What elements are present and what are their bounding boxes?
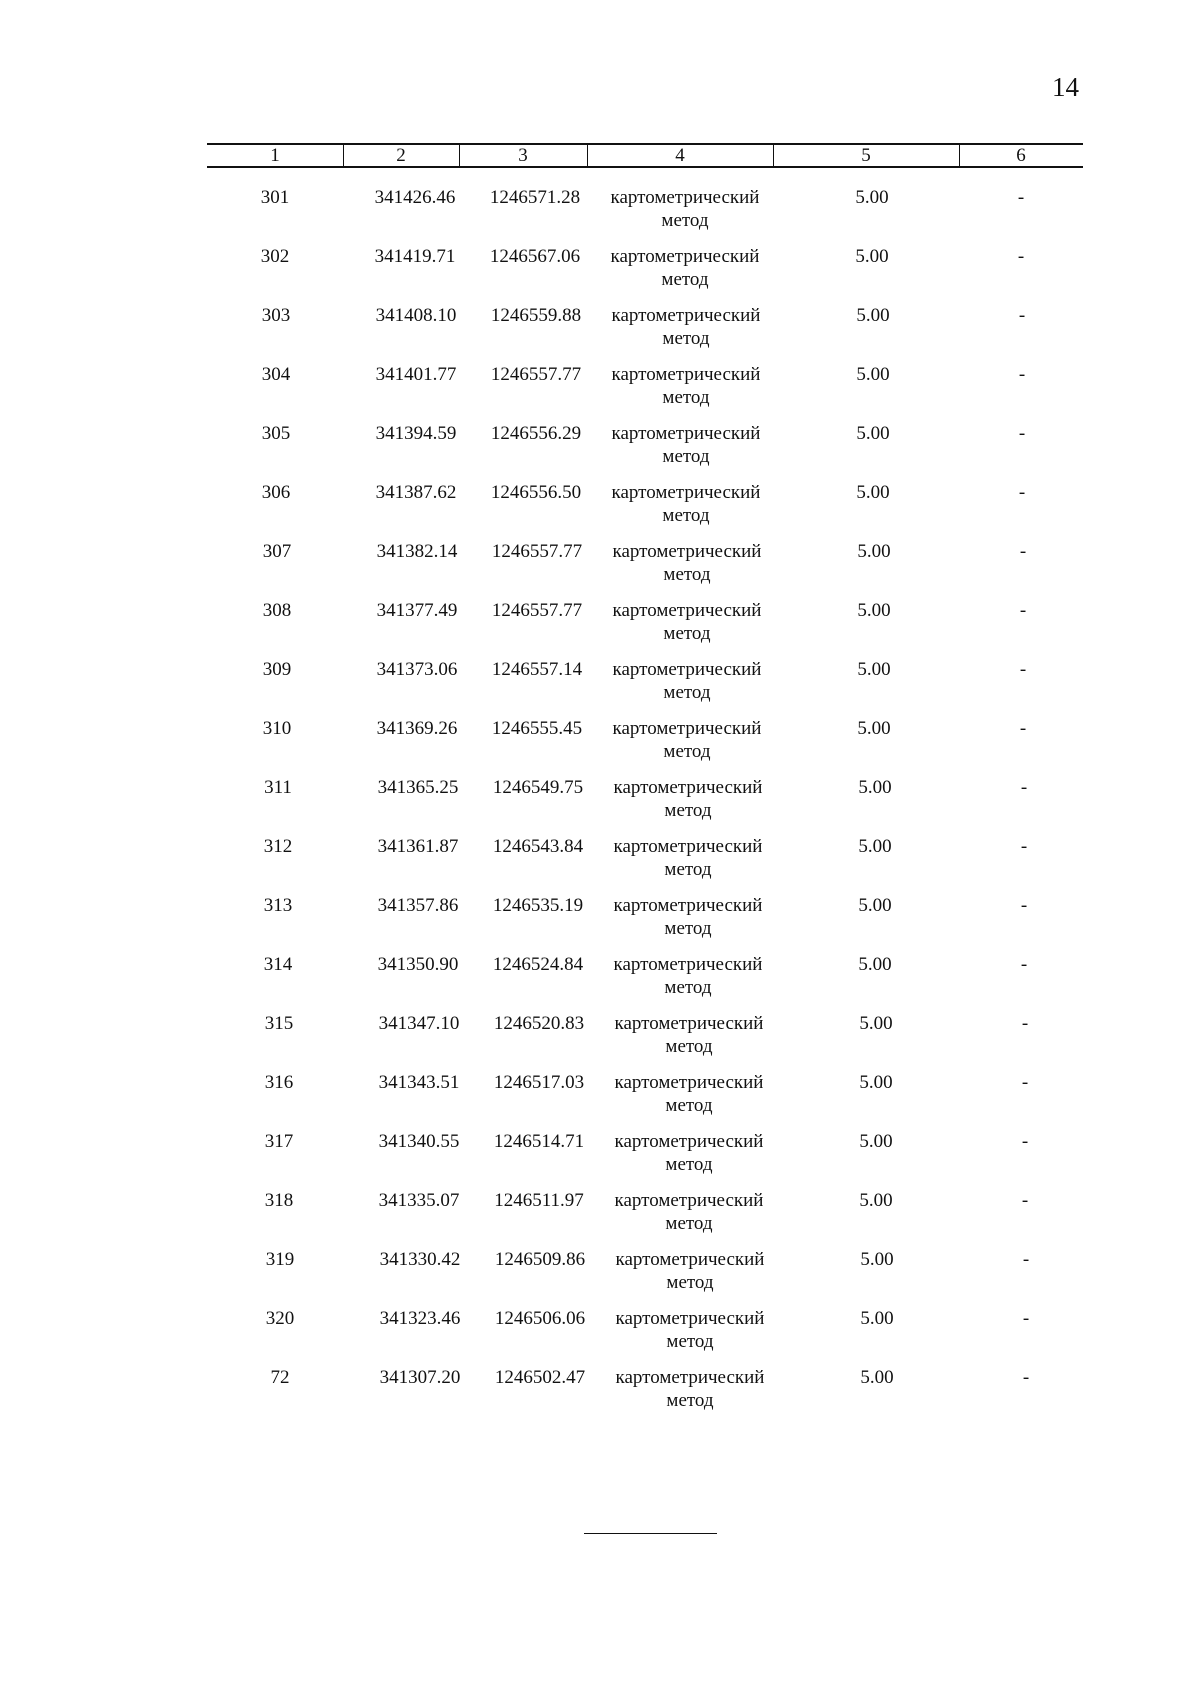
table-row	[207, 717, 1083, 776]
cell-accuracy: 5.00	[859, 1072, 893, 1093]
header-col-3: 3	[518, 144, 528, 166]
cell-coord-y: 1246502.47	[494, 1367, 586, 1388]
column-divider	[459, 144, 460, 167]
column-divider	[959, 144, 960, 167]
cell-coord-y: 1246571.28	[489, 187, 581, 208]
method-line-2: метод	[666, 1390, 714, 1411]
method-line-1: картометрический	[613, 836, 763, 857]
cell-coord-y: 1246559.88	[490, 305, 582, 326]
method-line-2: метод	[664, 918, 712, 939]
table-row	[207, 481, 1083, 540]
cell-point-number: 72	[270, 1367, 290, 1388]
cell-point-number: 313	[263, 895, 293, 916]
method-line-1: картометрический	[612, 600, 762, 621]
method-line-1: картометрический	[612, 659, 762, 680]
cell-coord-x: 341377.49	[376, 600, 458, 621]
cell-accuracy: 5.00	[855, 187, 889, 208]
table-row	[207, 304, 1083, 363]
cell-accuracy: 5.00	[856, 364, 890, 385]
cell-method	[594, 953, 782, 999]
cell-coord-y: 1246557.77	[490, 364, 582, 385]
cell-method	[595, 1130, 783, 1176]
method-line-2: метод	[663, 564, 711, 585]
cell-description: -	[1018, 423, 1026, 444]
method-line-1: картометрический	[610, 187, 760, 208]
header-col-5: 5	[861, 144, 871, 166]
cell-description: -	[1022, 1367, 1030, 1388]
column-divider	[773, 144, 774, 167]
cell-point-number: 320	[265, 1308, 295, 1329]
cell-coord-y: 1246535.19	[492, 895, 584, 916]
cell-coord-y: 1246514.71	[493, 1131, 585, 1152]
cell-coord-y: 1246557.14	[491, 659, 583, 680]
method-line-1: картометрический	[611, 305, 761, 326]
cell-description: -	[1018, 482, 1026, 503]
cell-point-number: 305	[261, 423, 291, 444]
cell-coord-x: 341330.42	[379, 1249, 461, 1270]
method-line-1: картометрический	[613, 777, 763, 798]
cell-method	[593, 658, 781, 704]
cell-description: -	[1021, 1013, 1029, 1034]
cell-accuracy: 5.00	[860, 1308, 894, 1329]
table-row	[207, 1307, 1083, 1366]
cell-method	[595, 1189, 783, 1235]
method-line-2: метод	[662, 387, 710, 408]
cell-coord-x: 341340.55	[378, 1131, 460, 1152]
cell-description: -	[1022, 1249, 1030, 1270]
cell-point-number: 303	[261, 305, 291, 326]
cell-method	[596, 1307, 784, 1353]
cell-point-number: 312	[263, 836, 293, 857]
cell-point-number: 306	[261, 482, 291, 503]
cell-accuracy: 5.00	[858, 895, 892, 916]
cell-coord-x: 341361.87	[377, 836, 459, 857]
method-line-1: картометрический	[615, 1249, 765, 1270]
cell-method	[593, 540, 781, 586]
cell-coord-y: 1246517.03	[493, 1072, 585, 1093]
cell-coord-y: 1246567.06	[489, 246, 581, 267]
cell-coord-x: 341373.06	[376, 659, 458, 680]
cell-coord-y: 1246520.83	[493, 1013, 585, 1034]
table-row	[207, 1366, 1083, 1425]
cell-description: -	[1021, 1131, 1029, 1152]
cell-description: -	[1019, 718, 1027, 739]
cell-method	[592, 304, 780, 350]
cell-coord-y: 1246524.84	[492, 954, 584, 975]
cell-accuracy: 5.00	[859, 1013, 893, 1034]
cell-point-number: 302	[260, 246, 290, 267]
cell-coord-x: 341394.59	[375, 423, 457, 444]
cell-coord-x: 341426.46	[374, 187, 456, 208]
cell-point-number: 311	[264, 777, 292, 798]
table-row	[207, 599, 1083, 658]
table-row	[207, 1189, 1083, 1248]
cell-method	[594, 835, 782, 881]
cell-description: -	[1021, 1190, 1029, 1211]
table-row	[207, 1130, 1083, 1189]
cell-coord-x: 341387.62	[375, 482, 457, 503]
cell-description: -	[1020, 777, 1028, 798]
cell-description: -	[1019, 600, 1027, 621]
cell-accuracy: 5.00	[855, 246, 889, 267]
cell-description: -	[1018, 305, 1026, 326]
method-line-2: метод	[666, 1272, 714, 1293]
cell-coord-x: 341343.51	[378, 1072, 460, 1093]
end-of-table-rule	[584, 1533, 717, 1534]
cell-coord-x: 341323.46	[379, 1308, 461, 1329]
cell-method	[591, 245, 779, 291]
table-row	[207, 245, 1083, 304]
cell-coord-x: 341408.10	[375, 305, 457, 326]
cell-coord-y: 1246556.29	[490, 423, 582, 444]
cell-method	[592, 481, 780, 527]
method-line-1: картометрический	[611, 423, 761, 444]
table-row	[207, 1012, 1083, 1071]
cell-accuracy: 5.00	[860, 1249, 894, 1270]
cell-coord-y: 1246506.06	[494, 1308, 586, 1329]
cell-description: -	[1022, 1308, 1030, 1329]
method-line-1: картометрический	[615, 1367, 765, 1388]
table-row	[207, 953, 1083, 1012]
table-row	[207, 363, 1083, 422]
cell-point-number: 315	[264, 1013, 294, 1034]
method-line-1: картометрический	[614, 1190, 764, 1211]
cell-coord-x: 341350.90	[377, 954, 459, 975]
method-line-2: метод	[661, 269, 709, 290]
cell-coord-y: 1246511.97	[494, 1190, 584, 1211]
cell-accuracy: 5.00	[857, 718, 891, 739]
cell-description: -	[1019, 541, 1027, 562]
cell-method	[595, 1012, 783, 1058]
cell-coord-x: 341401.77	[375, 364, 457, 385]
table-row	[207, 776, 1083, 835]
page-number: 14	[1052, 72, 1079, 102]
cell-accuracy: 5.00	[858, 836, 892, 857]
cell-accuracy: 5.00	[857, 600, 891, 621]
header-col-2: 2	[396, 144, 406, 166]
cell-method	[595, 1071, 783, 1117]
cell-accuracy: 5.00	[858, 777, 892, 798]
method-line-1: картометрический	[613, 954, 763, 975]
method-line-1: картометрический	[611, 482, 761, 503]
column-divider	[343, 144, 344, 167]
method-line-2: метод	[664, 859, 712, 880]
cell-coord-x: 341357.86	[377, 895, 459, 916]
method-line-2: метод	[664, 977, 712, 998]
cell-coord-x: 341382.14	[376, 541, 458, 562]
cell-description: -	[1019, 659, 1027, 680]
method-line-1: картометрический	[615, 1308, 765, 1329]
method-line-1: картометрический	[614, 1013, 764, 1034]
cell-coord-y: 1246549.75	[492, 777, 584, 798]
cell-method	[592, 363, 780, 409]
method-line-1: картометрический	[611, 364, 761, 385]
cell-accuracy: 5.00	[856, 482, 890, 503]
cell-coord-x: 341369.26	[376, 718, 458, 739]
method-line-2: метод	[662, 446, 710, 467]
table-row	[207, 540, 1083, 599]
method-line-2: метод	[662, 328, 710, 349]
method-line-2: метод	[663, 623, 711, 644]
cell-point-number: 308	[262, 600, 292, 621]
method-line-1: картометрический	[612, 718, 762, 739]
method-line-1: картометрический	[614, 1131, 764, 1152]
cell-method	[591, 186, 779, 232]
cell-point-number: 307	[262, 541, 292, 562]
cell-description: -	[1020, 895, 1028, 916]
method-line-1: картометрический	[613, 895, 763, 916]
table-row	[207, 835, 1083, 894]
method-line-2: метод	[664, 800, 712, 821]
cell-accuracy: 5.00	[858, 954, 892, 975]
cell-method	[596, 1248, 784, 1294]
method-line-2: метод	[661, 210, 709, 231]
cell-method	[592, 422, 780, 468]
cell-method	[593, 717, 781, 763]
cell-accuracy: 5.00	[859, 1131, 893, 1152]
cell-accuracy: 5.00	[857, 659, 891, 680]
table-row	[207, 1248, 1083, 1307]
cell-point-number: 304	[261, 364, 291, 385]
cell-point-number: 310	[262, 718, 292, 739]
coordinates-table	[207, 143, 1083, 1425]
method-line-2: метод	[662, 505, 710, 526]
method-line-1: картометрический	[610, 246, 760, 267]
cell-accuracy: 5.00	[856, 305, 890, 326]
cell-accuracy: 5.00	[856, 423, 890, 444]
cell-description: -	[1017, 246, 1025, 267]
column-divider	[587, 144, 588, 167]
cell-point-number: 309	[262, 659, 292, 680]
method-line-2: метод	[665, 1036, 713, 1057]
method-line-2: метод	[665, 1095, 713, 1116]
method-line-1: картометрический	[612, 541, 762, 562]
cell-coord-x: 341307.20	[379, 1367, 461, 1388]
cell-coord-y: 1246557.77	[491, 541, 583, 562]
cell-accuracy: 5.00	[860, 1367, 894, 1388]
cell-coord-x: 341419.71	[374, 246, 456, 267]
cell-point-number: 318	[264, 1190, 294, 1211]
cell-method	[594, 894, 782, 940]
cell-coord-y: 1246509.86	[494, 1249, 586, 1270]
cell-coord-x: 341347.10	[378, 1013, 460, 1034]
header-col-4: 4	[675, 144, 685, 166]
cell-description: -	[1017, 187, 1025, 208]
method-line-2: метод	[663, 682, 711, 703]
cell-coord-y: 1246556.50	[490, 482, 582, 503]
cell-coord-y: 1246555.45	[491, 718, 583, 739]
cell-description: -	[1021, 1072, 1029, 1093]
cell-method	[593, 599, 781, 645]
cell-point-number: 314	[263, 954, 293, 975]
header-col-1: 1	[270, 144, 280, 166]
table-row	[207, 186, 1083, 245]
cell-description: -	[1020, 836, 1028, 857]
table-row	[207, 894, 1083, 953]
cell-method	[594, 776, 782, 822]
table-row	[207, 422, 1083, 481]
cell-point-number: 317	[264, 1131, 294, 1152]
method-line-2: метод	[665, 1213, 713, 1234]
cell-coord-x: 341335.07	[378, 1190, 460, 1211]
table-body	[207, 186, 1083, 1425]
method-line-1: картометрический	[614, 1072, 764, 1093]
method-line-2: метод	[663, 741, 711, 762]
cell-method	[596, 1366, 784, 1412]
cell-point-number: 316	[264, 1072, 294, 1093]
method-line-2: метод	[665, 1154, 713, 1175]
table-row	[207, 658, 1083, 717]
header-col-6: 6	[1016, 144, 1026, 166]
cell-point-number: 319	[265, 1249, 295, 1270]
cell-coord-y: 1246543.84	[492, 836, 584, 857]
cell-accuracy: 5.00	[859, 1190, 893, 1211]
table-row	[207, 1071, 1083, 1130]
method-line-2: метод	[666, 1331, 714, 1352]
cell-description: -	[1020, 954, 1028, 975]
cell-accuracy: 5.00	[857, 541, 891, 562]
cell-coord-y: 1246557.77	[491, 600, 583, 621]
cell-point-number: 301	[260, 187, 290, 208]
cell-description: -	[1018, 364, 1026, 385]
cell-coord-x: 341365.25	[377, 777, 459, 798]
table-header-row	[207, 143, 1083, 168]
